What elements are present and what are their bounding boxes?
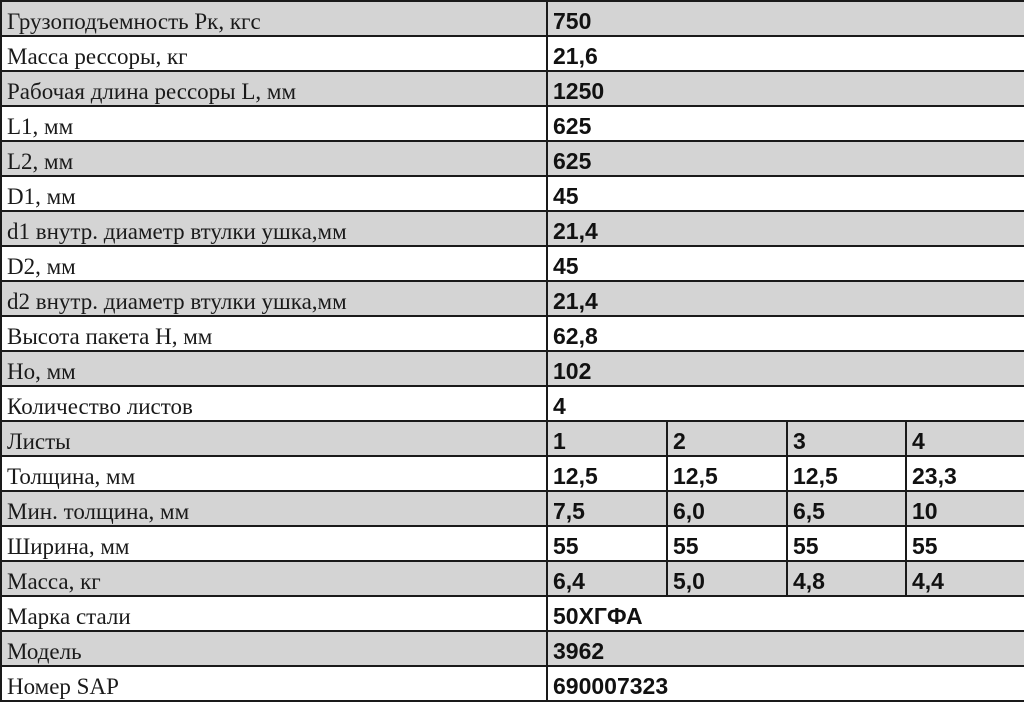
table-row xyxy=(1,386,1024,421)
table-row xyxy=(1,316,1024,351)
row-value: 750 xyxy=(547,1,1024,36)
row-value: 3962 xyxy=(547,631,1024,666)
leaf-cell: 4,4 xyxy=(906,561,1024,596)
row-value: 21,4 xyxy=(547,281,1024,316)
table-row xyxy=(1,666,1024,701)
row-label: Мин. толщина, мм xyxy=(1,491,547,526)
leaf-cell: 12,5 xyxy=(787,456,906,491)
row-label: D1, мм xyxy=(1,176,547,211)
table-row xyxy=(1,106,1024,141)
table-row xyxy=(1,281,1024,316)
leaf-cell: 55 xyxy=(547,526,667,561)
table-row xyxy=(1,1,1024,36)
row-label: d1 внутр. диаметр втулки ушка,мм xyxy=(1,211,547,246)
leaf-cell: 12,5 xyxy=(667,456,787,491)
leaf-table-row xyxy=(1,456,1024,491)
row-label: Модель xyxy=(1,631,547,666)
row-label: L2, мм xyxy=(1,141,547,176)
table-row xyxy=(1,631,1024,666)
table-row xyxy=(1,351,1024,386)
leaf-cell: 55 xyxy=(667,526,787,561)
row-value: 1250 xyxy=(547,71,1024,106)
leaf-cell: 5,0 xyxy=(667,561,787,596)
row-label: Высота пакета H, мм xyxy=(1,316,547,351)
leaf-cell: 6,0 xyxy=(667,491,787,526)
leaf-cell: 4 xyxy=(906,421,1024,456)
leaf-cell: 2 xyxy=(667,421,787,456)
row-label: Номер SAP xyxy=(1,666,547,701)
row-value: 690007323 xyxy=(547,666,1024,701)
leaf-cell: 10 xyxy=(906,491,1024,526)
row-label: Листы xyxy=(1,421,547,456)
row-label: Грузоподъемность Рк, кгс xyxy=(1,1,547,36)
leaf-cell: 6,5 xyxy=(787,491,906,526)
leaf-table-row xyxy=(1,491,1024,526)
row-value: 62,8 xyxy=(547,316,1024,351)
row-value: 45 xyxy=(547,176,1024,211)
leaf-cell: 3 xyxy=(787,421,906,456)
row-label: L1, мм xyxy=(1,106,547,141)
leaf-table-row xyxy=(1,561,1024,596)
leaf-cell: 4,8 xyxy=(787,561,906,596)
row-label: Количество листов xyxy=(1,386,547,421)
table-row xyxy=(1,36,1024,71)
row-label: D2, мм xyxy=(1,246,547,281)
row-label: d2 внутр. диаметр втулки ушка,мм xyxy=(1,281,547,316)
leaf-cell: 12,5 xyxy=(547,456,667,491)
table-row xyxy=(1,141,1024,176)
row-label: Масса рессоры, кг xyxy=(1,36,547,71)
leaf-table-row xyxy=(1,526,1024,561)
row-label: Марка стали xyxy=(1,596,547,631)
table-row xyxy=(1,71,1024,106)
table-row xyxy=(1,176,1024,211)
leaf-cell: 1 xyxy=(547,421,667,456)
leaf-cell: 55 xyxy=(906,526,1024,561)
row-value: 45 xyxy=(547,246,1024,281)
row-value: 625 xyxy=(547,141,1024,176)
table-row xyxy=(1,596,1024,631)
row-value: 625 xyxy=(547,106,1024,141)
leaf-cell: 55 xyxy=(787,526,906,561)
row-value: 50ХГФА xyxy=(547,596,1024,631)
row-value: 21,6 xyxy=(547,36,1024,71)
row-label: Рабочая длина рессоры L, мм xyxy=(1,71,547,106)
row-label: Ширина, мм xyxy=(1,526,547,561)
row-value: 102 xyxy=(547,351,1024,386)
row-value: 4 xyxy=(547,386,1024,421)
row-label: Ho, мм xyxy=(1,351,547,386)
leaf-cell: 7,5 xyxy=(547,491,667,526)
table-row xyxy=(1,211,1024,246)
row-label: Масса, кг xyxy=(1,561,547,596)
leaf-cell: 6,4 xyxy=(547,561,667,596)
row-value: 21,4 xyxy=(547,211,1024,246)
table-row xyxy=(1,246,1024,281)
leaf-table-row xyxy=(1,421,1024,456)
row-label: Толщина, мм xyxy=(1,456,547,491)
leaf-cell: 23,3 xyxy=(906,456,1024,491)
